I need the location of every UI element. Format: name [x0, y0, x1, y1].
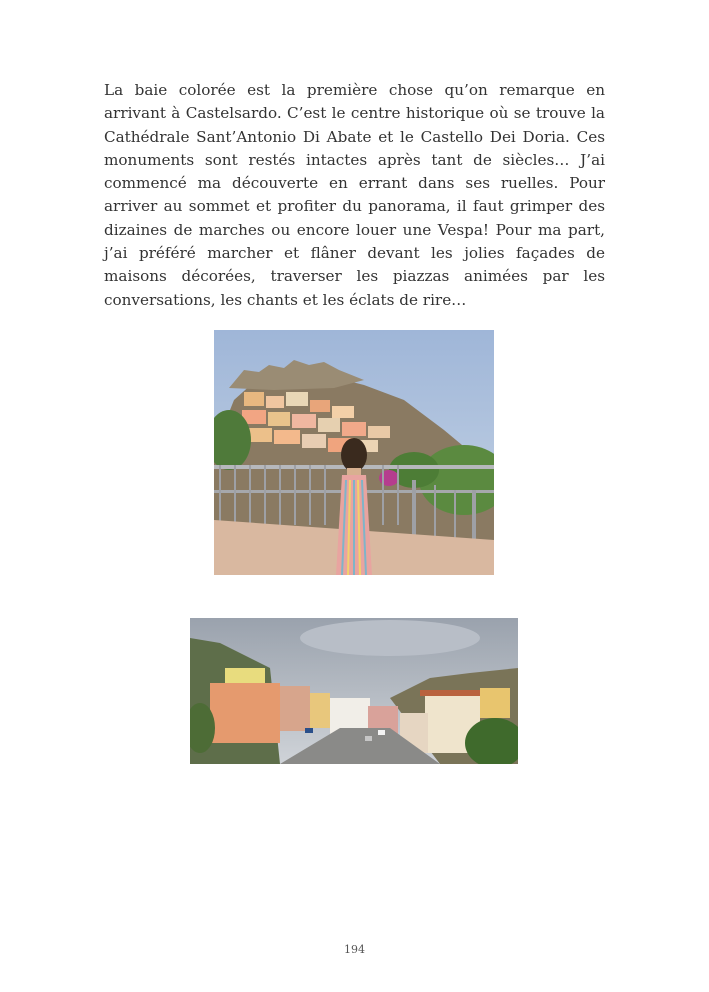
photo-woman-overlooking-castelsardo [214, 330, 494, 575]
body-paragraph: La baie colorée est la première chose qu’on remarque en arrivant à Castelsardo. C’est le centre historique où se trouve la Cathédrale Sant’Antonio Di Abate et le Castello Dei Doria. Ces monuments sont restés intactes après tant de siècles… J’ai commencé ma découverte en errant dans ses ruelles. Pour arriver au sommet et profiter du panorama, il faut grimper des dizaines de marches ou encore louer une Vespa! Pour ma part, j’ai préféré marcher et flâner devant les jolies façades de maisons décorées, traverser les piazzas animées par les conversations, les chants et les éclats de rire… [104, 81, 605, 309]
photo-castelsardo-street [190, 618, 518, 764]
page-number: 194 [344, 943, 365, 956]
